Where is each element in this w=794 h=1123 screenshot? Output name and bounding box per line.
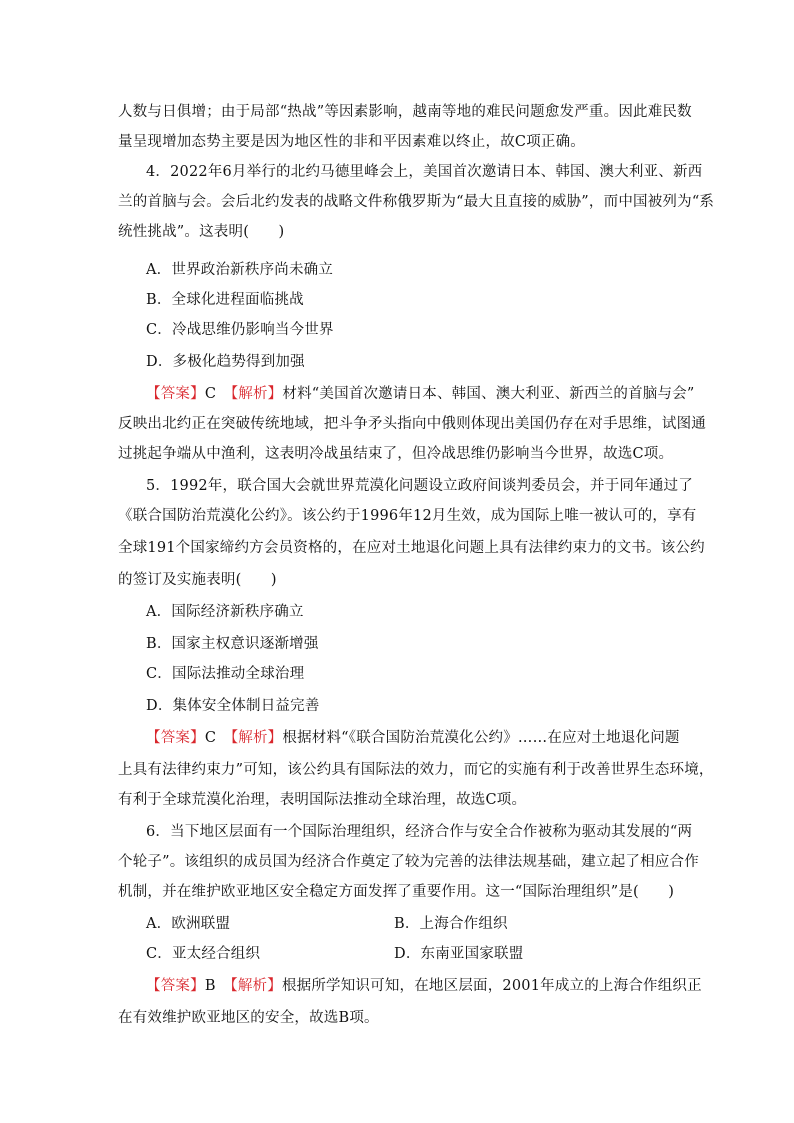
q6-option-c: C．亚太经合组织 <box>146 946 261 962</box>
q5-answer-tag: 【答案】 <box>146 730 205 746</box>
q6-option-a: A．欧洲联盟 <box>146 916 231 932</box>
q4-analysis-line-2: 反映出北约正在突破传统地域，把斗争矛头指向中俄则体现出美国仍存在对手思维，试图通 <box>118 416 706 432</box>
q4-answer-line <box>146 384 695 404</box>
q6-option-b: B．上海合作组织 <box>394 916 508 932</box>
q5-stem-line-2: 《联合国防治荒漠化公约》。该公约于1996年12月生效，成为国际上唯一被认可的，享有 <box>118 508 697 524</box>
prev-analysis-line-1: 人数与日俱增；由于局部“热战”等因素影响，越南等地的难民问题愈发严重。因此难民数 <box>118 104 692 120</box>
q6-analysis-line-1: 根据所学知识可知，在地区层面，2001年成立的上海合作组织正 <box>281 978 702 994</box>
q5-option-c: C．国际法推动全球治理 <box>146 666 305 682</box>
q6-analysis-tag: 【解析】 <box>230 978 282 994</box>
q5-option-d: D．集体安全体制日益完善 <box>146 698 320 714</box>
q6-answer-value: B <box>204 978 216 994</box>
q6-stem-line-2: 个轮子”。该组织的成员国为经济合作奠定了较为完善的法律法规基础，建立起了相应合作 <box>118 854 699 870</box>
q4-stem-line-3: 统性挑战”。这表明( ) <box>118 224 285 240</box>
q5-analysis-line-1: 根据材料“《联合国防治荒漠化公约》……在应对土地退化问题 <box>282 730 680 746</box>
q4-stem-line-1: 4．2022年6月举行的北约马德里峰会上，美国首次邀请日本、韩国、澳大利亚、新西 <box>146 164 703 180</box>
q5-option-b: B．国家主权意识逐渐增强 <box>146 636 319 652</box>
q4-analysis-line-3: 过挑起争端从中渔利，这表明冷战虽结束了，但冷战思维仍影响当今世界，故选C项。 <box>118 446 674 462</box>
q6-analysis-line-2: 在有效维护欧亚地区的安全，故选B项。 <box>118 1010 379 1026</box>
q5-answer-line <box>146 728 680 748</box>
q4-stem-line-2: 兰的首脑与会。会后北约发表的战略文件称俄罗斯为“最大且直接的威胁”，而中国被列为“系 <box>118 194 715 210</box>
q5-stem-line-4: 的签订及实施表明( ) <box>118 572 277 588</box>
q5-stem-line-3: 全球191个国家缔约方会员资格的，在应对土地退化问题上具有法律约束力的文书。该公约 <box>118 540 705 556</box>
q4-option-c: C．冷战思维仍影响当今世界 <box>146 322 334 338</box>
q5-analysis-tag: 【解析】 <box>230 730 283 746</box>
q6-stem-line-1: 6．当下地区层面有一个国际治理组织，经济合作与安全合作被称为驱动其发展的“两 <box>146 824 693 840</box>
q5-option-a: A．国际经济新秩序确立 <box>146 604 304 620</box>
q6-answer-line <box>146 976 702 996</box>
q5-answer-value: C <box>204 730 217 746</box>
q4-analysis-tag: 【解析】 <box>230 386 283 402</box>
q6-stem-line-3: 机制，并在维护欧亚地区安全稳定方面发挥了重要作用。这一“国际治理组织”是( ) <box>118 884 675 900</box>
prev-analysis-line-2: 量呈现增加态势主要是因为地区性的非和平因素难以终止，故C项正确。 <box>118 134 585 150</box>
q4-option-b: B．全球化进程面临挑战 <box>146 292 304 308</box>
q6-option-d: D．东南亚国家联盟 <box>394 946 524 962</box>
q6-answer-tag: 【答案】 <box>146 978 205 994</box>
q4-answer-value: C <box>204 386 217 402</box>
q5-analysis-line-3: 有利于全球荒漠化治理，表明国际法推动全球治理，故选C项。 <box>118 792 527 808</box>
q4-option-a: A．世界政治新秩序尚未确立 <box>146 262 334 278</box>
q5-analysis-line-2: 上具有法律约束力”可知，该公约具有国际法的效力，而它的实施有利于改善世界生态环境， <box>118 762 714 778</box>
q4-analysis-line-1: 材料“美国首次邀请日本、韩国、澳大利亚、新西兰的首脑与会” <box>282 386 695 402</box>
q5-stem-line-1: 5．1992年，联合国大会就世界荒漠化问题设立政府间谈判委员会，并于同年通过了 <box>146 478 693 494</box>
q4-option-d: D．多极化趋势得到加强 <box>146 354 305 370</box>
q4-answer-tag: 【答案】 <box>146 386 205 402</box>
